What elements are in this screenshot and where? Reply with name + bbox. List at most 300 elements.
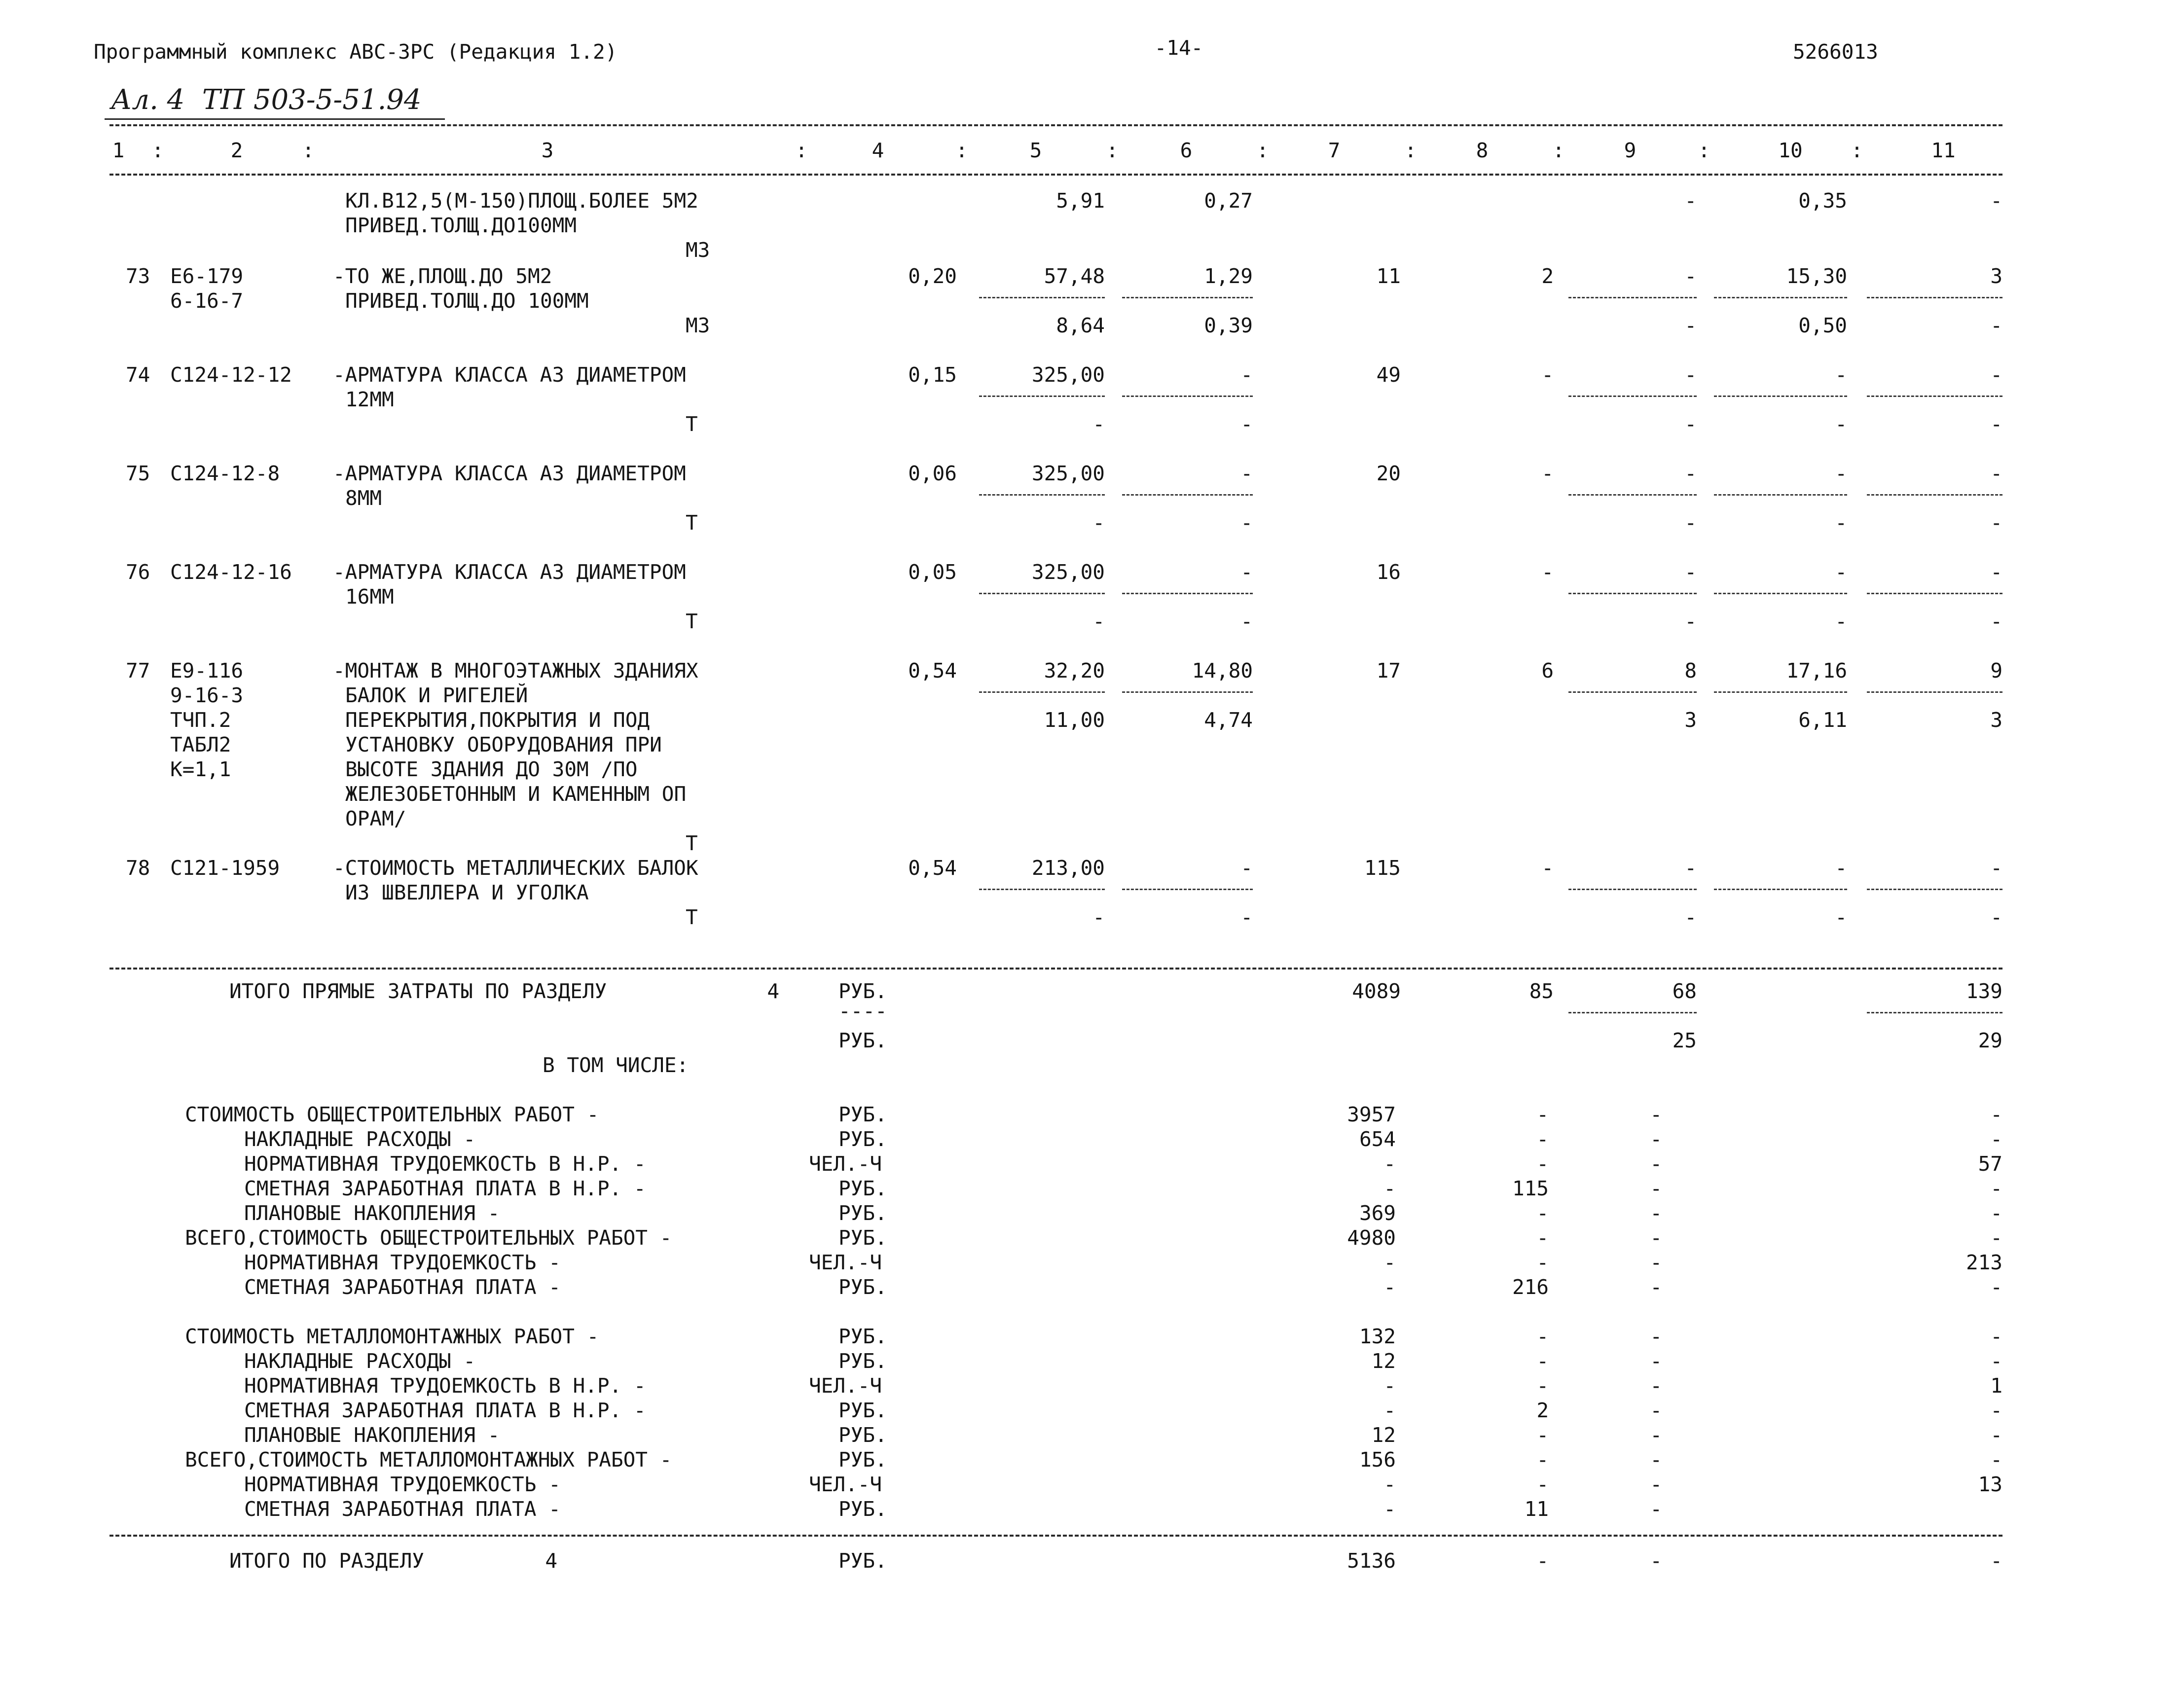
breakdown-col9: - [1650,1349,1662,1373]
row-b9: - [1684,511,1697,535]
row-unit: Т [686,831,698,855]
row-unit: Т [686,511,698,535]
sub-rule-col9 [1568,889,1697,890]
breakdown-col9: - [1650,1152,1662,1176]
breakdown-col7: 156 [1359,1448,1396,1472]
column-separator: : [151,139,164,162]
breakdown-col9: - [1650,1374,1662,1398]
row-c9: 8 [1684,659,1697,683]
total-rule-col11 [1867,1012,2002,1013]
row-c7: 49 [1376,363,1401,387]
row-c7: 17 [1376,659,1401,683]
section-total-unit: РУБ. [838,1549,887,1573]
breakdown-col9: - [1650,1275,1662,1299]
total-dashes: ---- [838,999,887,1023]
sub-rule-col9 [1568,691,1697,693]
row-description: -СТОИМОСТЬ МЕТАЛЛИЧЕСКИХ БАЛОК [333,856,698,880]
column-header-5: 5 [1029,139,1042,162]
row-b5: - [1092,412,1105,436]
sub-rule-col5 [979,691,1105,693]
row-b11: - [1990,511,2002,535]
breakdown-label: НОРМАТИВНАЯ ТРУДОЕМКОСТЬ В Н.Р. - [244,1374,646,1398]
sub-rule-col9 [1568,593,1697,594]
row-b5: - [1092,610,1105,633]
sub-rule-col9 [1568,395,1697,397]
total-b11: 29 [1978,1029,2002,1052]
row-description: УСТАНОВКУ ОБОРУДОВАНИЯ ПРИ [345,733,662,756]
breakdown-col8: - [1536,1349,1549,1373]
sub-rule-col5 [979,593,1105,594]
header-bottom-rule [109,174,2002,176]
breakdown-label: НОРМАТИВНАЯ ТРУДОЕМКОСТЬ В Н.Р. - [244,1152,646,1176]
column-header-7: 7 [1328,139,1341,162]
breakdown-label: ПЛАНОВЫЕ НАКОПЛЕНИЯ - [244,1201,500,1225]
sub-rule-col6 [1122,297,1253,298]
sub-rule-col10 [1714,593,1847,594]
row-c6: - [1240,856,1253,880]
document-code: 5266013 [1793,40,1878,64]
row-code: Е9-116 [170,659,244,683]
sub-rule-col6 [1122,593,1253,594]
row-description-2: ИЗ ШВЕЛЛЕРА И УГОЛКА [345,881,589,904]
carry-unit: М3 [686,238,710,262]
row-c7: 16 [1376,560,1401,584]
breakdown-unit: РУБ. [838,1448,887,1472]
breakdown-col8: - [1536,1201,1549,1225]
row-b11: 3 [1990,708,2002,732]
row-c7: 11 [1376,264,1401,288]
breakdown-col11: - [1990,1127,2002,1151]
total-col9: 68 [1672,979,1697,1003]
column-header-11: 11 [1931,139,1956,162]
sub-rule-col11 [1867,297,2002,298]
breakdown-col8: - [1536,1374,1549,1398]
row-description: ВЫСОТЕ ЗДАНИЯ ДО 30М /ПО [345,757,638,781]
breakdown-col7: 3957 [1347,1103,1396,1126]
breakdown-col7: - [1383,1275,1396,1299]
row-b11: - [1990,905,2002,929]
breakdown-label: СМЕТНАЯ ЗАРАБОТНАЯ ПЛАТА - [244,1275,561,1299]
total-unit: РУБ. [838,979,887,1003]
total-rule-col9 [1568,1012,1697,1013]
breakdown-label: СТОИМОСТЬ ОБЩЕСТРОИТЕЛЬНЫХ РАБОТ - [185,1103,599,1126]
total-col8: 85 [1529,979,1554,1003]
row-code-2: 6-16-7 [170,289,244,313]
breakdown-col9: - [1650,1473,1662,1496]
breakdown-col9: - [1650,1423,1662,1447]
breakdown-unit: ЧЕЛ.-Ч [809,1374,882,1398]
breakdown-col7: 12 [1371,1349,1396,1373]
row-b9: - [1684,905,1697,929]
row-c10: - [1835,462,1847,485]
column-separator: : [1404,139,1417,162]
breakdown-col8: - [1536,1103,1549,1126]
row-c5: 325,00 [1031,560,1105,584]
breakdown-col7: - [1383,1152,1396,1176]
row-code: 9-16-3 [170,683,244,707]
breakdown-col11: - [1990,1423,2002,1447]
breakdown-col11: - [1990,1399,2002,1422]
row-description-2: ПРИВЕД.ТОЛЩ.ДО 100ММ [345,289,589,313]
row-c6: - [1240,363,1253,387]
sub-rule-col9 [1568,494,1697,496]
breakdown-col8: - [1536,1473,1549,1496]
row-b9: - [1684,412,1697,436]
row-b9: - [1684,314,1697,337]
breakdown-col9: - [1650,1103,1662,1126]
sub-rule-col9 [1568,297,1697,298]
breakdown-label: ВСЕГО,СТОИМОСТЬ МЕТАЛЛОМОНТАЖНЫХ РАБОТ - [185,1448,672,1472]
breakdown-col9: - [1650,1226,1662,1250]
row-code: Е6-179 [170,264,244,288]
column-separator: : [302,139,315,162]
row-description-2: 16ММ [345,585,394,609]
row-code: С124-12-8 [170,462,280,485]
breakdown-unit: РУБ. [838,1226,887,1250]
row-description: БАЛОК И РИГЕЛЕЙ [345,683,528,707]
row-b11: - [1990,314,2002,337]
sub-rule-col11 [1867,691,2002,693]
row-number: 77 [126,659,150,683]
breakdown-col7: 4980 [1347,1226,1396,1250]
row-number: 76 [126,560,150,584]
sub-rule-col5 [979,395,1105,397]
breakdown-label: ВСЕГО,СТОИМОСТЬ ОБЩЕСТРОИТЕЛЬНЫХ РАБОТ - [185,1226,672,1250]
row-c5: 325,00 [1031,363,1105,387]
breakdown-label: НАКЛАДНЫЕ РАСХОДЫ - [244,1349,475,1373]
breakdown-col11: 213 [1966,1251,2002,1274]
row-number: 75 [126,462,150,485]
breakdown-unit: РУБ. [838,1423,887,1447]
row-b5: - [1092,905,1105,929]
row-code: С121-1959 [170,856,280,880]
row-code: С124-12-16 [170,560,292,584]
row-c9: - [1684,856,1697,880]
breakdown-col11: 13 [1978,1473,2002,1496]
breakdown-unit: РУБ. [838,1349,887,1373]
row-b10: - [1835,511,1847,535]
row-c8: - [1541,560,1554,584]
row-description: ЖЕЛЕЗОБЕТОННЫМ И КАМЕННЫМ ОП [345,782,687,806]
breakdown-col7: - [1383,1374,1396,1398]
row-b5: 11,00 [1044,708,1105,732]
section-total-col11: - [1990,1549,2002,1573]
breakdown-col7: - [1383,1399,1396,1422]
sub-rule-col5 [979,297,1105,298]
sub-rule-col6 [1122,494,1253,496]
row-c11: - [1990,560,2002,584]
breakdown-col8: - [1536,1226,1549,1250]
carry-desc-1: КЛ.В12,5(М-150)ПЛОЩ.БОЛЕЕ 5М2 [345,189,698,213]
breakdown-col9: - [1650,1399,1662,1422]
breakdown-col7: 654 [1359,1127,1396,1151]
breakdown-col8: 2 [1536,1399,1549,1422]
carry-col11: - [1990,189,2002,213]
row-b10: - [1835,412,1847,436]
breakdown-unit: РУБ. [838,1275,887,1299]
column-header-6: 6 [1180,139,1193,162]
row-c5: 57,48 [1044,264,1105,288]
row-description: ПЕРЕКРЫТИЯ,ПОКРЫТИЯ И ПОД [345,708,650,732]
breakdown-label: ПЛАНОВЫЕ НАКОПЛЕНИЯ - [244,1423,500,1447]
page-number: -14- [1154,36,1203,60]
row-b6: - [1240,412,1253,436]
row-c4: 0,20 [908,264,957,288]
row-c8: - [1541,856,1554,880]
sheet-mark: Ал. 4 ТП 503-5-51.94 [111,84,422,116]
row-c11: - [1990,363,2002,387]
row-c11: - [1990,462,2002,485]
section-total-label: ИТОГО ПО РАЗДЕЛУ [229,1549,424,1573]
carry-col9: - [1684,189,1697,213]
column-separator: : [1256,139,1269,162]
row-description: -АРМАТУРА КЛАССА А3 ДИАМЕТРОМ [333,462,686,485]
row-description: -АРМАТУРА КЛАССА А3 ДИАМЕТРОМ [333,363,686,387]
row-b6: - [1240,511,1253,535]
row-b5: 8,64 [1056,314,1105,337]
section-total-col8: - [1536,1549,1549,1573]
breakdown-col8: - [1536,1127,1549,1151]
row-c7: 115 [1364,856,1401,880]
column-separator: : [1851,139,1863,162]
row-c9: - [1684,363,1697,387]
row-b11: - [1990,610,2002,633]
sub-rule-col10 [1714,494,1847,496]
row-c9: - [1684,264,1697,288]
sub-rule-col10 [1714,691,1847,693]
breakdown-col9: - [1650,1201,1662,1225]
breakdown-unit: ЧЕЛ.-Ч [809,1473,882,1496]
breakdown-col8: - [1536,1152,1549,1176]
row-b10: 6,11 [1798,708,1847,732]
row-c6: 1,29 [1204,264,1253,288]
row-c5: 213,00 [1031,856,1105,880]
row-c8: - [1541,462,1554,485]
breakdown-unit: РУБ. [838,1399,887,1422]
row-c4: 0,15 [908,363,957,387]
breakdown-label: СМЕТНАЯ ЗАРАБОТНАЯ ПЛАТА В Н.Р. - [244,1399,646,1422]
total-col11: 139 [1966,979,2002,1003]
breakdown-col11: - [1990,1275,2002,1299]
row-c8: 6 [1541,659,1554,683]
breakdown-col8: 115 [1512,1177,1549,1200]
breakdown-col9: - [1650,1251,1662,1274]
breakdown-col11: - [1990,1325,2002,1348]
column-separator: : [1552,139,1565,162]
row-number: 78 [126,856,150,880]
sub-rule-col11 [1867,889,2002,890]
breakdown-col9: - [1650,1325,1662,1348]
row-number: 73 [126,264,150,288]
breakdown-label: НАКЛАДНЫЕ РАСХОДЫ - [244,1127,475,1151]
row-c9: - [1684,462,1697,485]
program-title: Программный комплекс АВС-3РС (Редакция 1.2) [94,40,618,64]
sub-rule-col5 [979,889,1105,890]
row-c9: - [1684,560,1697,584]
row-c11: - [1990,856,2002,880]
row-b10: - [1835,610,1847,633]
breakdown-label: СМЕТНАЯ ЗАРАБОТНАЯ ПЛАТА - [244,1497,561,1521]
column-header-3: 3 [541,139,554,162]
breakdown-label: СМЕТНАЯ ЗАРАБОТНАЯ ПЛАТА В Н.Р. - [244,1177,646,1200]
sub-rule-col11 [1867,395,2002,397]
row-c6: - [1240,462,1253,485]
row-c5: 32,20 [1044,659,1105,683]
column-header-4: 4 [872,139,884,162]
total-label: ИТОГО ПРЯМЫЕ ЗАТРАТЫ ПО РАЗДЕЛУ [229,979,607,1003]
breakdown-col7: - [1383,1177,1396,1200]
breakdown-col7: - [1383,1473,1396,1496]
row-c11: 3 [1990,264,2002,288]
carry-desc-2: ПРИВЕД.ТОЛЩ.ДО100ММ [345,214,577,237]
header-top-rule [109,124,2002,126]
section-total-col9: - [1650,1549,1662,1573]
row-b6: - [1240,905,1253,929]
sub-rule-col10 [1714,297,1847,298]
breakdown-col11: - [1990,1103,2002,1126]
section-total-number: 4 [545,1549,557,1573]
total-unit-2: РУБ. [838,1029,887,1052]
column-header-1: 1 [112,139,125,162]
row-c6: - [1240,560,1253,584]
row-b9: - [1684,610,1697,633]
breakdown-col11: - [1990,1226,2002,1250]
row-b6: 0,39 [1204,314,1253,337]
row-b5: - [1092,511,1105,535]
row-c7: 20 [1376,462,1401,485]
row-c10: - [1835,363,1847,387]
row-description: -АРМАТУРА КЛАССА А3 ДИАМЕТРОМ [333,560,686,584]
row-code: ТЧП.2 [170,708,231,732]
sub-rule-col6 [1122,889,1253,890]
row-c4: 0,54 [908,856,957,880]
sub-rule-col5 [979,494,1105,496]
breakdown-col8: - [1536,1423,1549,1447]
breakdown-col8: 216 [1512,1275,1549,1299]
row-code: ТАБЛ2 [170,733,231,756]
breakdown-col11: - [1990,1349,2002,1373]
row-c10: - [1835,560,1847,584]
breakdown-col7: - [1383,1497,1396,1521]
sub-rule-col10 [1714,889,1847,890]
breakdown-unit: РУБ. [838,1325,887,1348]
total-b9: 25 [1672,1029,1697,1052]
breakdown-label: НОРМАТИВНАЯ ТРУДОЕМКОСТЬ - [244,1251,561,1274]
breakdown-unit: РУБ. [838,1177,887,1200]
row-c5: 325,00 [1031,462,1105,485]
including-label: В ТОМ ЧИСЛЕ: [543,1053,689,1077]
column-header-8: 8 [1476,139,1489,162]
row-description: -ТО ЖЕ,ПЛОЩ.ДО 5М2 [333,264,552,288]
row-c10: - [1835,856,1847,880]
section-total-rule [109,1535,2002,1537]
breakdown-col11: 1 [1990,1374,2002,1398]
column-separator: : [1698,139,1711,162]
sub-rule-col11 [1867,494,2002,496]
sub-rule-col10 [1714,395,1847,397]
row-unit: М3 [686,314,710,337]
column-header-2: 2 [230,139,243,162]
row-c4: 0,54 [908,659,957,683]
breakdown-col8: - [1536,1325,1549,1348]
breakdown-col7: 369 [1359,1201,1396,1225]
carry-col5: 5,91 [1056,189,1105,213]
column-separator: : [955,139,968,162]
row-code: К=1,1 [170,757,231,781]
breakdown-unit: ЧЕЛ.-Ч [809,1152,882,1176]
row-c11: 9 [1990,659,2002,683]
row-b10: - [1835,905,1847,929]
breakdown-label: НОРМАТИВНАЯ ТРУДОЕМКОСТЬ - [244,1473,561,1496]
breakdown-unit: РУБ. [838,1497,887,1521]
breakdown-col7: 12 [1371,1423,1396,1447]
row-c4: 0,05 [908,560,957,584]
row-description: ОРАМ/ [345,807,406,830]
row-b6: 4,74 [1204,708,1253,732]
breakdown-col8: - [1536,1448,1549,1472]
column-separator: : [795,139,808,162]
sub-rule-col6 [1122,691,1253,693]
breakdown-col7: - [1383,1251,1396,1274]
total-section: 4 [767,979,779,1003]
breakdown-unit: РУБ. [838,1127,887,1151]
sub-rule-col6 [1122,395,1253,397]
row-unit: Т [686,905,698,929]
breakdown-col11: 57 [1978,1152,2002,1176]
breakdown-label: СТОИМОСТЬ МЕТАЛЛОМОНТАЖНЫХ РАБОТ - [185,1325,599,1348]
row-c4: 0,06 [908,462,957,485]
breakdown-col11: - [1990,1201,2002,1225]
column-header-9: 9 [1624,139,1637,162]
row-description-2: 12ММ [345,388,394,411]
row-c8: - [1541,363,1554,387]
totals-rule [109,968,2002,970]
sheet-mark-underline [105,118,445,120]
breakdown-unit: РУБ. [838,1201,887,1225]
row-c8: 2 [1541,264,1554,288]
breakdown-col11: - [1990,1177,2002,1200]
row-b6: - [1240,610,1253,633]
breakdown-col8: - [1536,1251,1549,1274]
breakdown-col9: - [1650,1448,1662,1472]
column-separator: : [1106,139,1119,162]
carry-col6: 0,27 [1204,189,1253,213]
row-c10: 15,30 [1786,264,1847,288]
breakdown-col8: 11 [1524,1497,1549,1521]
row-b9: 3 [1684,708,1697,732]
row-description: -МОНТАЖ В МНОГОЭТАЖНЫХ ЗДАНИЯХ [333,659,698,683]
row-c6: 14,80 [1192,659,1253,683]
breakdown-unit: ЧЕЛ.-Ч [809,1251,882,1274]
row-b11: - [1990,412,2002,436]
row-number: 74 [126,363,150,387]
column-header-10: 10 [1778,139,1803,162]
breakdown-col9: - [1650,1127,1662,1151]
breakdown-unit: РУБ. [838,1103,887,1126]
row-unit: Т [686,610,698,633]
breakdown-col9: - [1650,1177,1662,1200]
section-total-col7: 5136 [1347,1549,1396,1573]
row-b10: 0,50 [1798,314,1847,337]
sub-rule-col11 [1867,593,2002,594]
row-unit: Т [686,412,698,436]
total-col7: 4089 [1352,979,1401,1003]
row-code: С124-12-12 [170,363,292,387]
row-c10: 17,16 [1786,659,1847,683]
carry-col10: 0,35 [1798,189,1847,213]
breakdown-col7: 132 [1359,1325,1396,1348]
breakdown-col11: - [1990,1448,2002,1472]
